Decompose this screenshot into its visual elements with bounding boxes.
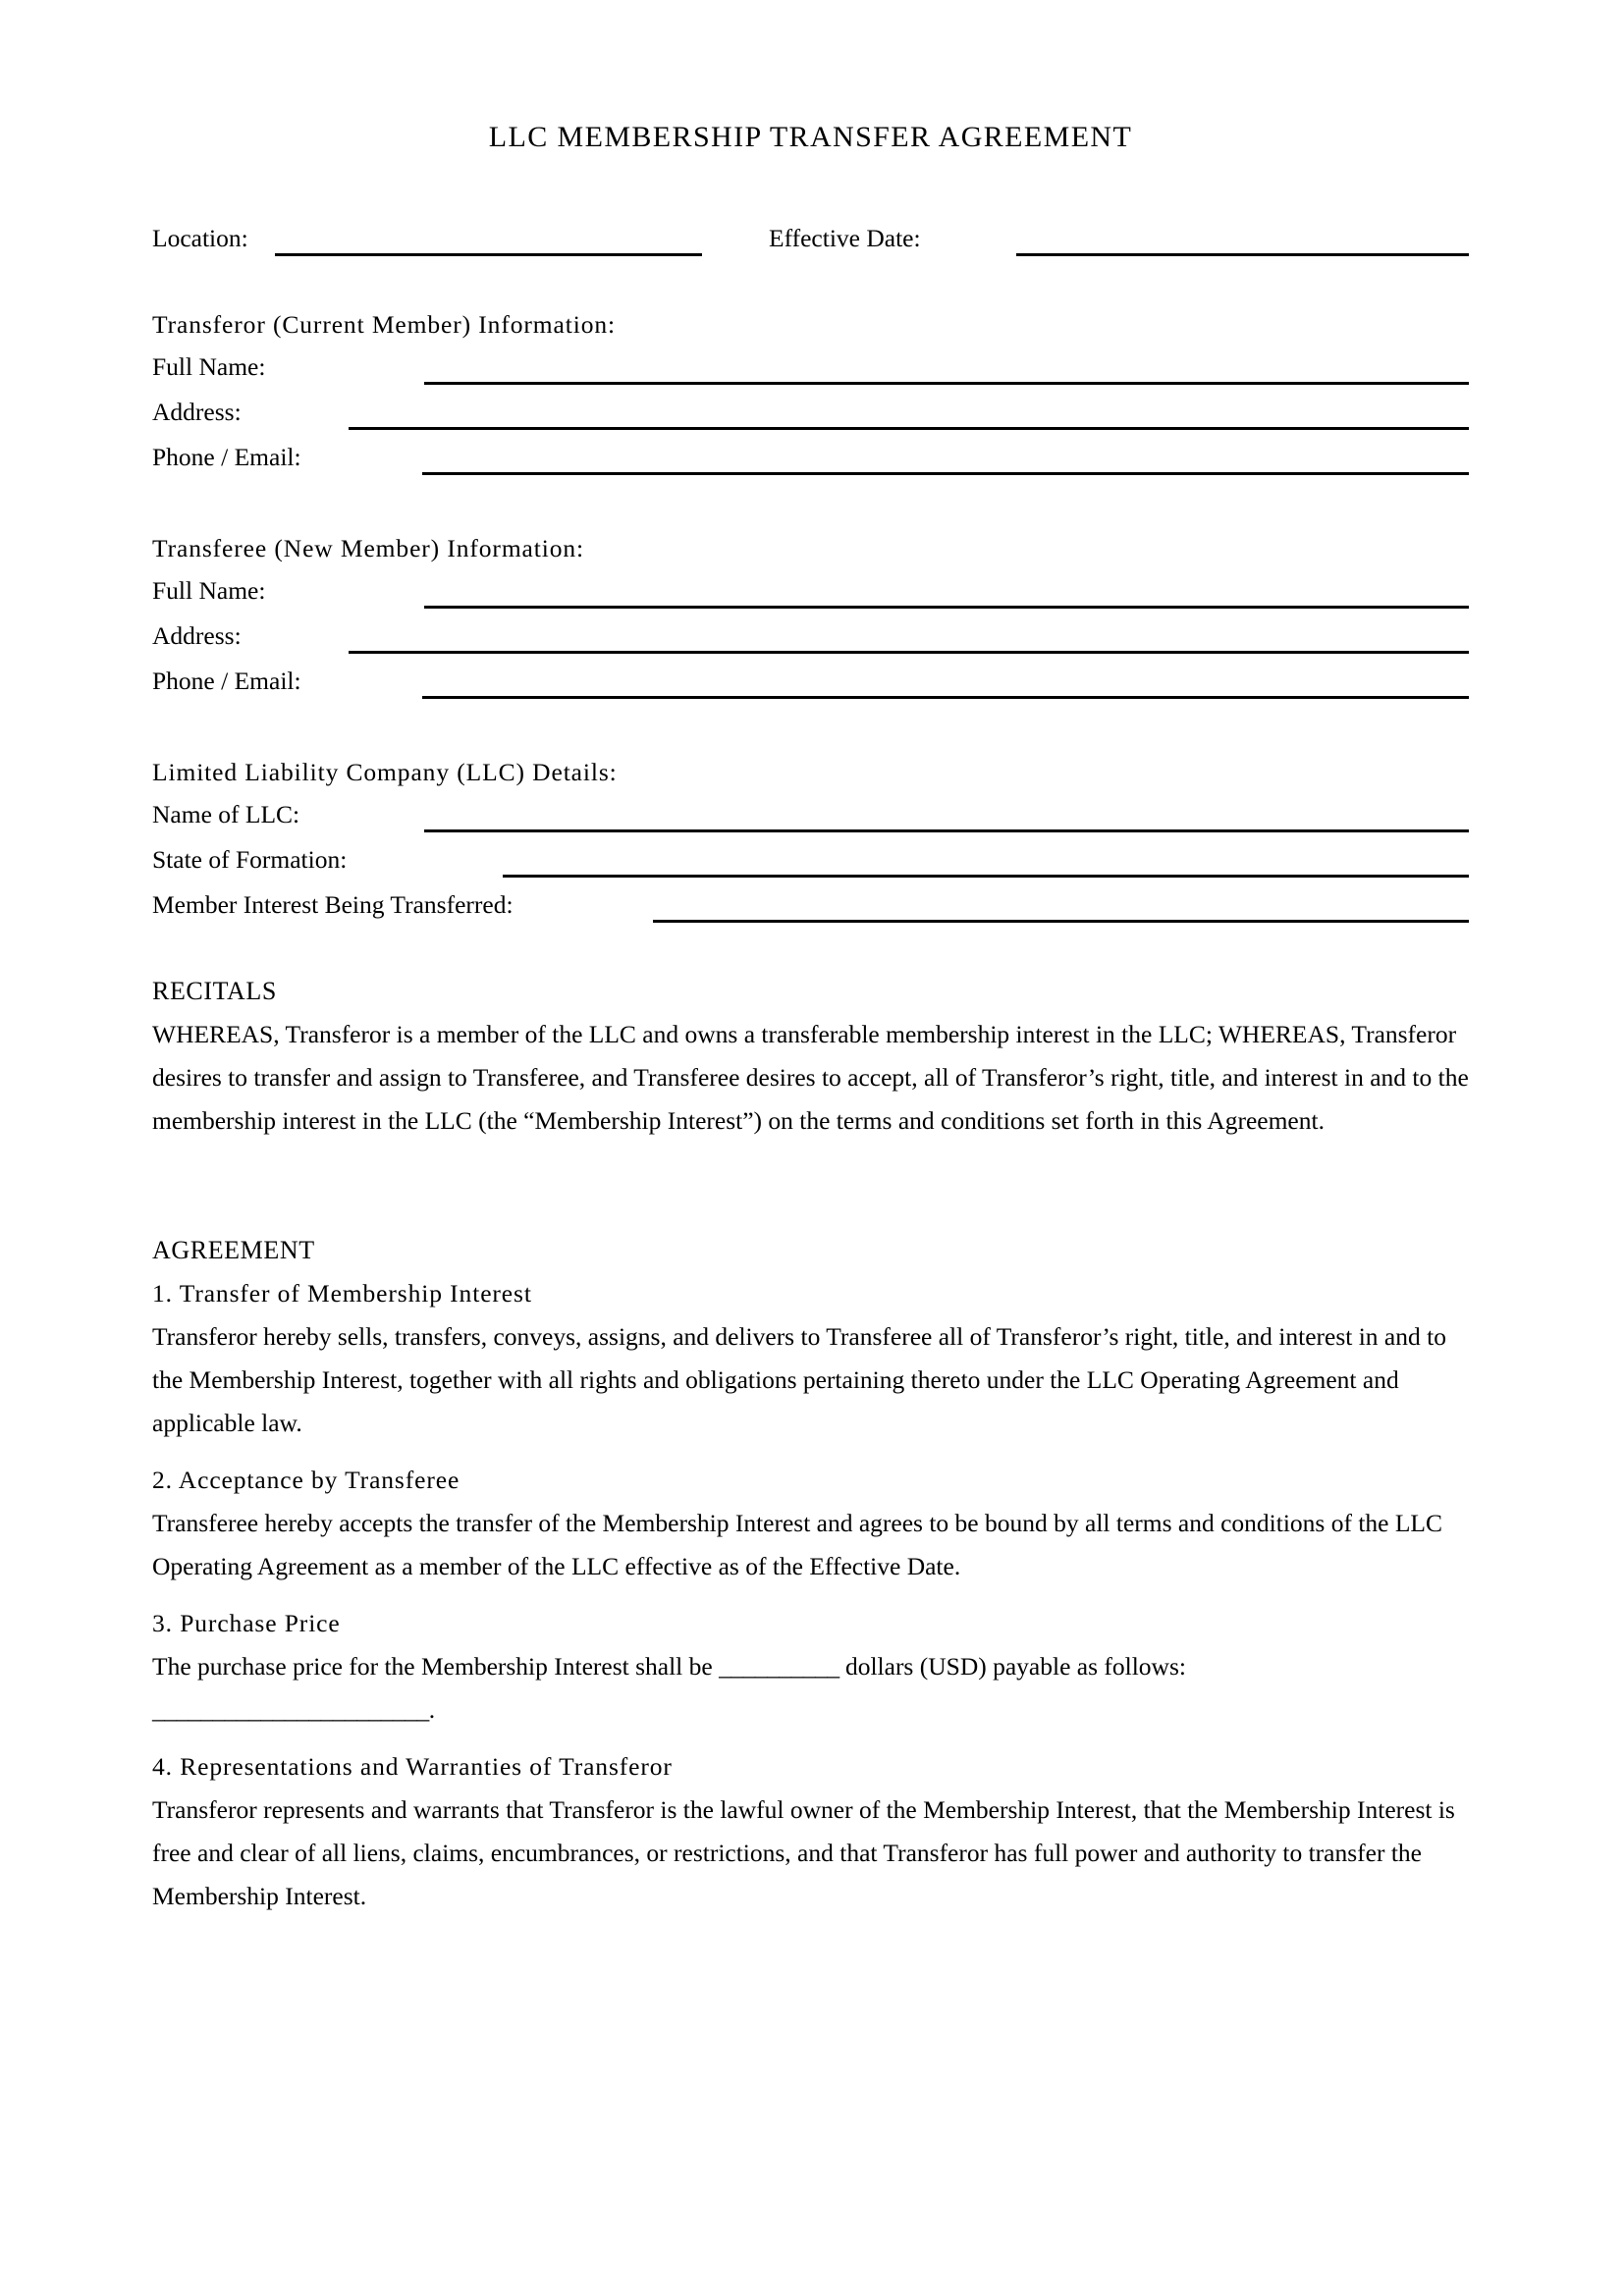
transferor-address-input-rule[interactable] <box>349 427 1469 430</box>
transferee-phone-email-label: Phone / Email: <box>152 667 301 695</box>
location-input-rule[interactable] <box>275 253 702 256</box>
transferee-section-label: Transferee (New Member) Information: <box>152 534 585 562</box>
llc-member-interest-label: Member Interest Being Transferred: <box>152 890 514 919</box>
agreement-heading: AGREEMENT <box>152 1236 315 1264</box>
llc-name-field <box>152 795 1469 840</box>
transferor-address-label: Address: <box>152 398 242 426</box>
llc-member-interest-input-rule[interactable] <box>653 920 1469 923</box>
transferor-phone-email-label: Phone / Email: <box>152 443 301 471</box>
llc-name-input-rule[interactable] <box>424 829 1469 832</box>
llc-state-of-formation-field <box>152 840 1469 885</box>
transferor-phone-email-field <box>152 438 1469 483</box>
transferee-full-name-label: Full Name: <box>152 576 266 605</box>
transferee-address-field <box>152 616 1469 662</box>
transferee-section <box>152 526 1469 707</box>
spacer <box>152 1445 1469 1459</box>
location-label: Location: <box>152 224 248 252</box>
spacer <box>152 931 1469 970</box>
transferor-full-name-label: Full Name: <box>152 352 266 381</box>
clause-1-body: Transferor hereby sells, transfers, conveys, assigns, and delivers to Transferee all of Transferor’s right, title, and interest in and to the Membership Interest, together with all rights and obligations pertaining thereto under the LLC Operating Agreement and applicable law. <box>152 1322 1446 1437</box>
clause-3-text-part-2: dollars (USD) payable as follows: <box>839 1652 1186 1681</box>
clause-3-text-part-3: . <box>428 1695 436 1724</box>
llc-state-of-formation-input-rule[interactable] <box>503 875 1469 878</box>
clause-4-body: Transferor represents and warrants that Transferor is the lawful owner of the Membership Interest, that the Membership Interest is free and clear of all liens, claims, encumbrances, or restrictions, and that Transferor has full power and authority to transfer the Membership Interest. <box>152 1795 1455 1910</box>
llc-details-section-label: Limited Liability Company (LLC) Details: <box>152 758 618 786</box>
header-fields-row <box>152 216 1469 275</box>
page-title: LLC MEMBERSHIP TRANSFER AGREEMENT <box>488 121 1133 153</box>
spacer <box>152 1732 1469 1745</box>
effective-date-label: Effective Date: <box>769 224 921 252</box>
transferor-full-name-input-rule[interactable] <box>424 382 1469 385</box>
clause-1-heading: 1. Transfer of Membership Interest <box>152 1279 532 1308</box>
llc-name-label: Name of LLC: <box>152 800 300 828</box>
spacer <box>152 1143 1469 1229</box>
transferee-address-label: Address: <box>152 621 242 650</box>
transferee-full-name-field <box>152 571 1469 616</box>
effective-date-input-rule[interactable] <box>1016 253 1469 256</box>
transferor-section <box>152 302 1469 483</box>
llc-member-interest-field <box>152 885 1469 931</box>
transferor-address-field <box>152 393 1469 438</box>
clause-2-heading: 2. Acceptance by Transferee <box>152 1466 460 1494</box>
clause-3-body <box>152 1645 1469 1732</box>
clause-3-heading: 3. Purchase Price <box>152 1609 341 1637</box>
llc-state-of-formation-label: State of Formation: <box>152 845 348 874</box>
llc-details-section <box>152 750 1469 931</box>
transferor-phone-email-input-rule[interactable] <box>422 472 1469 475</box>
recitals-heading: RECITALS <box>152 977 277 1005</box>
recitals-paragraph: WHEREAS, Transferor is a member of the LLC and owns a transferable membership interest in the LLC; WHEREAS, Transferor desires to transfer and assign to Transferee, and Transferee desires to accept, all of Transferor’s right, title, and interest in and to the membership interest in the LLC (the “Membership Interest”) on the terms and conditions set forth in this Agreement. <box>152 1020 1469 1135</box>
payment-terms-blank[interactable]: _______________________ <box>152 1695 429 1724</box>
clause-2-body: Transferee hereby accepts the transfer of the Membership Interest and agrees to be bound by all terms and conditions of the LLC Operating Agreement as a member of the LLC effective as of the Effective Date. <box>152 1509 1443 1580</box>
clause-4-heading: 4. Representations and Warranties of Transferor <box>152 1752 673 1781</box>
document-content <box>152 0 1469 1918</box>
transferee-address-input-rule[interactable] <box>349 651 1469 654</box>
transferor-section-label: Transferor (Current Member) Information: <box>152 310 616 339</box>
transferee-phone-email-input-rule[interactable] <box>422 696 1469 699</box>
transferor-full-name-field <box>152 347 1469 393</box>
transferee-full-name-input-rule[interactable] <box>424 606 1469 609</box>
transferee-phone-email-field <box>152 662 1469 707</box>
clause-3-text-part-1: The purchase price for the Membership Interest shall be <box>152 1652 720 1681</box>
purchase-price-blank[interactable]: __________ <box>719 1652 839 1681</box>
spacer <box>152 1588 1469 1602</box>
